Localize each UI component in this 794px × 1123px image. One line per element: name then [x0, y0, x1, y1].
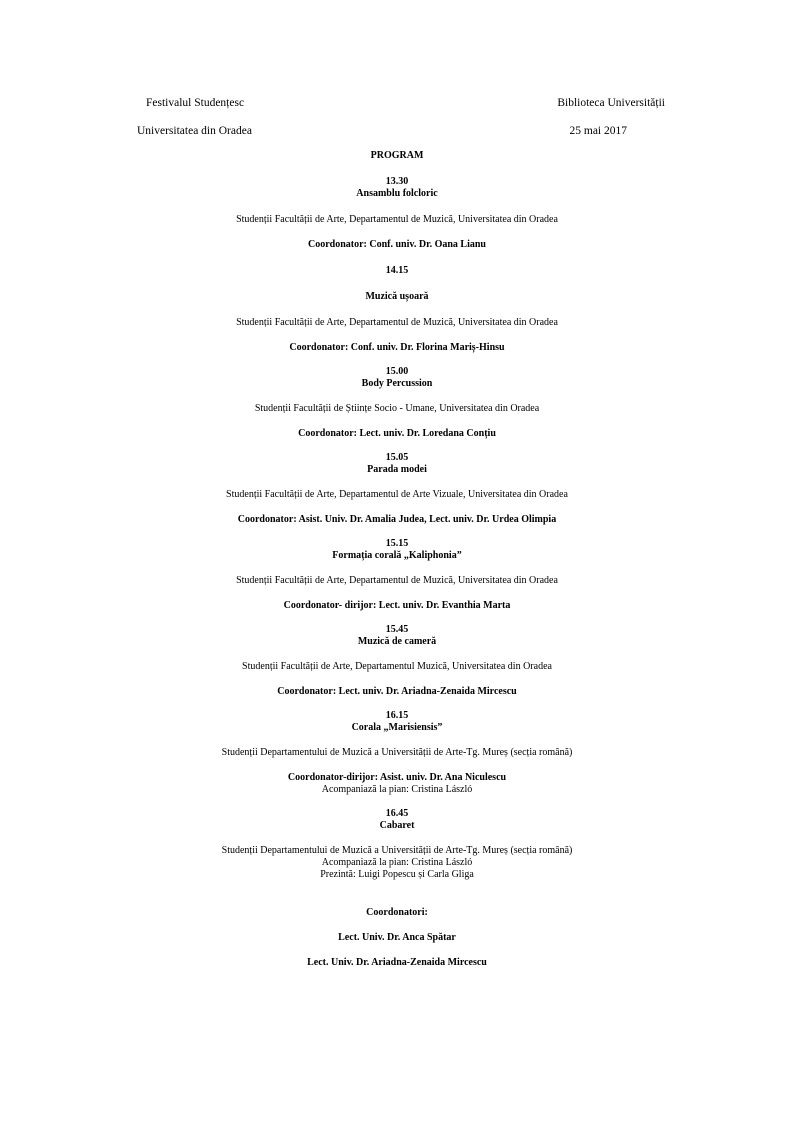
event-accompaniment: Acompaniază la pian: Cristina László — [321, 857, 473, 868]
event-title: Muzică ușoară — [365, 291, 429, 302]
event-coordinator: Coordonator: Lect. univ. Dr. Loredana Conțiu — [298, 428, 496, 439]
event-coordinator: Coordonator- dirijor: Lect. univ. Dr. Evanthia Marta — [283, 600, 511, 611]
event-participants: Studenții Departamentului de Muzică a Universității de Arte-Tg. Mureș (secția română) — [221, 845, 573, 856]
event-coordinator: Coordonator-dirijor: Asist. univ. Dr. Ana Niculescu — [287, 772, 507, 783]
event-accompaniment: Acompaniază la pian: Cristina László — [321, 784, 473, 795]
event-coordinator: Coordonator: Lect. univ. Dr. Ariadna-Zenaida Mircescu — [277, 686, 517, 697]
event-time: 14.15 — [385, 265, 409, 276]
event-participants: Studenții Facultății de Arte, Departamentul de Muzică, Universitatea din Oradea — [236, 317, 558, 328]
event-time: 15.15 — [385, 538, 409, 549]
event-time: 16.15 — [385, 710, 409, 721]
event-title: Body Percussion — [361, 378, 433, 389]
festival-name: Festivalul Studențesc — [146, 97, 245, 109]
event-participants: Studenții Facultății de Arte, Departamentul de Muzică, Universitatea din Oradea — [236, 214, 558, 225]
event-participants: Studenții Facultății de Arte, Departamentul de Arte Vizuale, Universitatea din Oradea — [226, 489, 568, 500]
event-participants: Studenții Facultății de Arte, Departamentul Muzică, Universitatea din Oradea — [242, 661, 552, 672]
coordinator-name: Lect. Univ. Dr. Ariadna-Zenaida Mircescu — [307, 957, 487, 968]
event-title: Corala „Marisiensis” — [351, 722, 443, 733]
event-time: 16.45 — [385, 808, 409, 819]
event-coordinator: Coordonator: Conf. univ. Dr. Oana Lianu — [308, 239, 486, 250]
event-title: Cabaret — [379, 820, 415, 831]
event-participants: Studenții Facultății de Arte, Departamentul de Muzică, Universitatea din Oradea — [236, 575, 558, 586]
event-participants: Studenții Departamentului de Muzică a Universității de Arte-Tg. Mureș (secția română) — [221, 747, 573, 758]
event-coordinator: Coordonator: Conf. univ. Dr. Florina Mariș-Hinsu — [289, 342, 505, 353]
venue-name: Biblioteca Universității — [557, 97, 665, 109]
coordinator-name: Lect. Univ. Dr. Anca Spătar — [338, 932, 456, 943]
event-title: Ansamblu folcloric — [356, 188, 438, 199]
event-time: 15.00 — [385, 366, 409, 377]
event-title: Parada modei — [367, 464, 427, 475]
event-title: Formația corală „Kaliphonia” — [332, 550, 462, 561]
event-date: 25 mai 2017 — [569, 125, 627, 137]
event-time: 15.45 — [385, 624, 409, 635]
event-time: 15.05 — [385, 452, 409, 463]
university-name: Universitatea din Oradea — [137, 125, 252, 137]
event-presenters: Prezintă: Luigi Popescu și Carla Gliga — [320, 869, 474, 880]
coordinators-title: Coordonatori: — [366, 907, 428, 918]
program-title: PROGRAM — [370, 150, 424, 161]
event-participants: Studenții Facultății de Științe Socio - Umane, Universitatea din Oradea — [254, 403, 540, 414]
event-coordinator: Coordonator: Asist. Univ. Dr. Amalia Judea, Lect. univ. Dr. Urdea Olimpia — [237, 514, 557, 525]
event-title: Muzică de cameră — [357, 636, 437, 647]
event-time: 13.30 — [385, 176, 409, 187]
